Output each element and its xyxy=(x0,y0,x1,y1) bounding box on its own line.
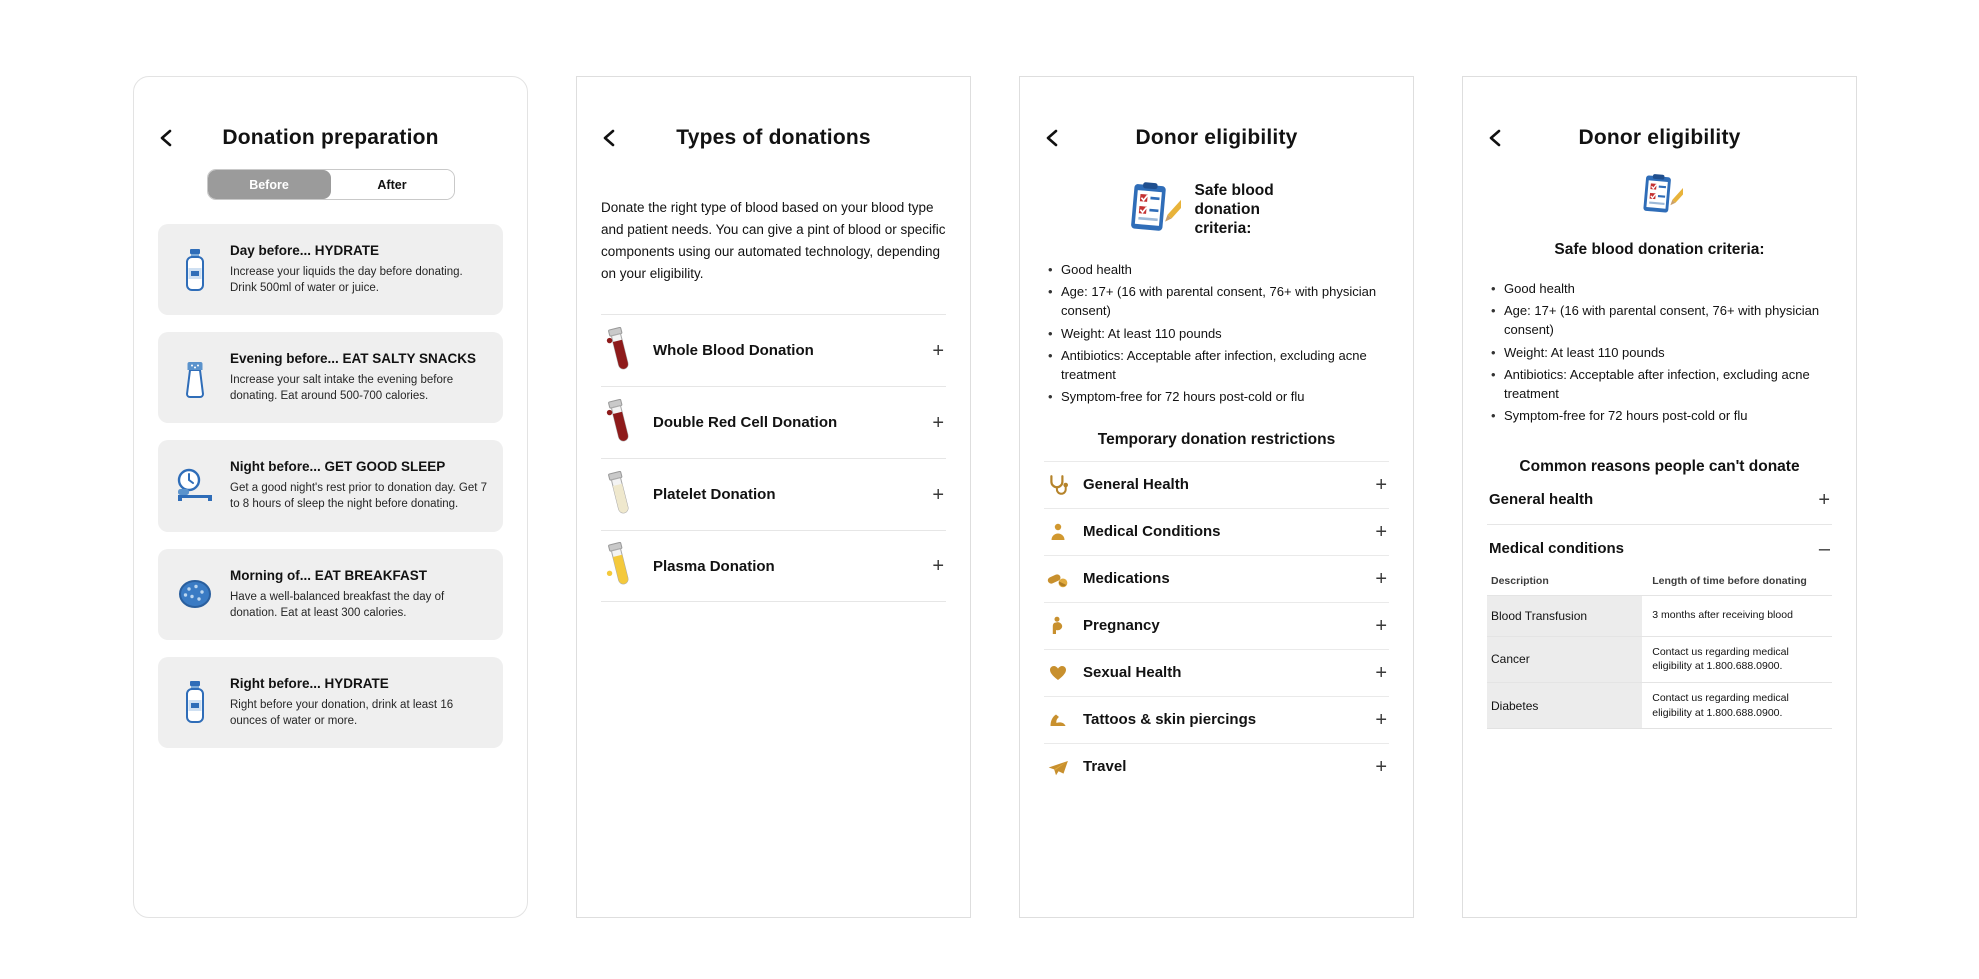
accordion-sexual-health[interactable] xyxy=(1044,649,1389,696)
accordion-label: Tattoos & skin piercings xyxy=(1083,711,1257,729)
card-title: Morning of... EAT BREAKFAST xyxy=(230,567,427,583)
list-item-whole-blood[interactable] xyxy=(601,314,946,386)
medical-conditions-table xyxy=(1487,573,1832,730)
expand-plus-button[interactable]: + xyxy=(932,483,944,506)
accordion-tattoos-piercings[interactable] xyxy=(1044,696,1389,743)
back-button[interactable] xyxy=(1483,125,1507,151)
alarm-clock-bed-icon xyxy=(172,466,218,506)
prep-card-list xyxy=(158,224,503,748)
heart-icon xyxy=(1046,661,1070,685)
card-description: Get a good night's rest prior to donation day. Get 7 to 8 hours of sleep the night before donating. xyxy=(230,482,488,511)
accordion-pregnancy[interactable] xyxy=(1044,602,1389,649)
criteria-heading: Safe blood donation criteria: xyxy=(1194,182,1274,237)
chevron-left-icon xyxy=(158,135,174,150)
criteria-item: • Good health xyxy=(1487,279,1832,298)
accordion-travel[interactable] xyxy=(1044,743,1389,790)
restrictions-heading: Temporary donation restrictions xyxy=(1097,430,1336,448)
criteria-item: • Antibiotics: Acceptable after infection, excluding acne treatment xyxy=(1487,365,1832,403)
stethoscope-icon xyxy=(1046,473,1070,497)
blood-test-tube-icon xyxy=(603,399,637,447)
expand-plus-button[interactable]: + xyxy=(1375,567,1387,590)
card-description: Right before your donation, drink at least 16 ounces of water or more. xyxy=(230,698,454,727)
tab-after[interactable]: After xyxy=(331,170,454,199)
column-header: Description xyxy=(1491,574,1549,587)
condition-name: Blood Transfusion xyxy=(1487,596,1642,636)
blood-test-tube-icon xyxy=(603,327,637,375)
expand-plus-button[interactable]: + xyxy=(1375,614,1387,637)
card-title: Night before... GET GOOD SLEEP xyxy=(230,459,446,475)
expand-plus-button[interactable]: + xyxy=(1818,488,1830,511)
tab-before[interactable]: Before xyxy=(208,170,331,199)
list-item-label: Plasma Donation xyxy=(653,557,775,575)
salt-shaker-icon xyxy=(172,356,218,400)
back-button[interactable] xyxy=(597,125,621,151)
list-item-label: Platelet Donation xyxy=(653,486,776,504)
condition-detail: 3 months after receiving blood xyxy=(1652,609,1793,622)
clipboard-block xyxy=(1487,173,1832,221)
prep-card-right-before xyxy=(158,657,503,748)
pregnant-person-icon xyxy=(1046,614,1070,638)
expand-plus-button[interactable]: + xyxy=(932,339,944,362)
criteria-heading: Safe blood donation criteria: xyxy=(1554,241,1765,258)
header xyxy=(1487,123,1832,153)
back-button[interactable] xyxy=(154,125,178,151)
card-description: Have a well-balanced breakfast the day of donation. Eat at least 300 calories. xyxy=(230,590,445,619)
criteria-list xyxy=(1044,260,1389,407)
accordion-label: Medical Conditions xyxy=(1083,523,1221,541)
medical-person-icon xyxy=(1046,520,1070,544)
criteria-item: • Age: 17+ (16 with parental consent, 76+ with physician consent) xyxy=(1044,282,1389,320)
expand-plus-button[interactable]: + xyxy=(932,411,944,434)
accordion-label: Travel xyxy=(1083,758,1127,776)
table-row xyxy=(1487,636,1832,682)
accordion-label: Pregnancy xyxy=(1083,617,1160,635)
platelet-test-tube-icon xyxy=(603,471,637,519)
collapse-minus-button[interactable]: – xyxy=(1818,537,1830,560)
donation-type-list xyxy=(601,314,946,602)
prep-card-night-before xyxy=(158,440,503,531)
chevron-left-icon xyxy=(1044,135,1060,150)
clipboard-checklist-icon xyxy=(1123,181,1181,240)
list-item-label: Double Red Cell Donation xyxy=(653,414,838,432)
back-button[interactable] xyxy=(1040,125,1064,151)
condition-detail: Contact us regarding medical eligibility at 1.800.688.0900. xyxy=(1652,645,1789,673)
list-item-label: Whole Blood Donation xyxy=(653,342,814,360)
plasma-test-tube-icon xyxy=(603,542,637,590)
accordion-general-health[interactable] xyxy=(1044,461,1389,508)
criteria-item: • Antibiotics: Acceptable after infection, excluding acne treatment xyxy=(1044,346,1389,384)
condition-name: Cancer xyxy=(1487,637,1642,682)
condition-name: Diabetes xyxy=(1487,683,1642,728)
accordion-medications[interactable] xyxy=(1044,555,1389,602)
criteria-item: • Weight: At least 110 pounds xyxy=(1044,324,1389,343)
list-item-double-red-cell[interactable] xyxy=(601,386,946,458)
criteria-item: • Age: 17+ (16 with parental consent, 76+ with physician consent) xyxy=(1487,301,1832,339)
accordion-medical-conditions-expanded[interactable] xyxy=(1487,524,1832,573)
list-item-plasma[interactable] xyxy=(601,530,946,602)
criteria-item: • Good health xyxy=(1044,260,1389,279)
table-row xyxy=(1487,595,1832,636)
header xyxy=(1044,123,1389,153)
criteria-block xyxy=(1044,181,1389,240)
accordion-label: Medical conditions xyxy=(1489,540,1625,558)
clipboard-checklist-icon xyxy=(1637,173,1683,221)
card-description: Increase your liquids the day before donating. Drink 500ml of water or juice. xyxy=(230,266,463,295)
screen-donation-preparation xyxy=(133,76,528,918)
water-bottle-icon xyxy=(172,680,218,724)
screen-donor-eligibility xyxy=(1019,76,1414,918)
prep-card-day-before xyxy=(158,224,503,315)
page-title: Donor eligibility xyxy=(1578,126,1741,149)
accordion-general-health[interactable] xyxy=(1487,476,1832,524)
table-row xyxy=(1487,682,1832,728)
breakfast-plate-icon xyxy=(172,574,218,614)
criteria-list xyxy=(1487,279,1832,426)
prep-card-morning-of xyxy=(158,549,503,640)
reasons-heading: Common reasons people can't donate xyxy=(1519,457,1800,475)
intro-text: Donate the right type of blood based on your blood type and patient needs. You can give a pint of blood or specific components using our automated technology, depending on your eligibility. xyxy=(601,200,946,281)
expand-plus-button[interactable]: + xyxy=(1375,473,1387,496)
before-after-toggle xyxy=(207,169,455,200)
condition-detail: Contact us regarding medical eligibility at 1.800.688.0900. xyxy=(1652,692,1789,719)
pills-icon xyxy=(1046,567,1070,591)
arm-icon xyxy=(1046,708,1070,732)
page-title: Types of donations xyxy=(676,126,871,149)
criteria-item: • Symptom-free for 72 hours post-cold or flu xyxy=(1044,387,1389,406)
header xyxy=(158,123,503,153)
column-header: Length of time before donating xyxy=(1652,574,1807,587)
expand-plus-button[interactable]: + xyxy=(1375,520,1387,543)
card-description: Increase your salt intake the evening before donating. Eat around 500-700 calories. xyxy=(230,374,454,403)
accordion-medical-conditions[interactable] xyxy=(1044,508,1389,555)
prep-card-evening-before xyxy=(158,332,503,423)
card-title: Day before... HYDRATE xyxy=(230,243,380,258)
airplane-icon xyxy=(1046,755,1070,779)
expand-plus-button[interactable]: + xyxy=(1375,661,1387,684)
page-title: Donor eligibility xyxy=(1135,126,1298,149)
screen-types-of-donations xyxy=(576,76,971,918)
expand-plus-button[interactable]: + xyxy=(1375,755,1387,778)
header xyxy=(601,123,946,153)
accordion-label: Sexual Health xyxy=(1083,664,1182,682)
screen-donor-eligibility-expanded xyxy=(1462,76,1857,918)
criteria-item: • Symptom-free for 72 hours post-cold or flu xyxy=(1487,406,1832,425)
expand-plus-button[interactable]: + xyxy=(932,555,944,578)
card-title: Evening before... EAT SALTY SNACKS xyxy=(230,351,477,367)
list-item-platelet[interactable] xyxy=(601,458,946,530)
chevron-left-icon xyxy=(1487,135,1503,150)
accordion-label: General health xyxy=(1489,491,1594,509)
expand-plus-button[interactable]: + xyxy=(1375,708,1387,731)
criteria-item: • Weight: At least 110 pounds xyxy=(1487,343,1832,362)
reasons-accordion xyxy=(1487,476,1832,730)
accordion-label: General Health xyxy=(1083,476,1189,494)
accordion-label: Medications xyxy=(1083,570,1170,588)
table-header-row xyxy=(1487,573,1832,595)
chevron-left-icon xyxy=(601,135,617,150)
card-title: Right before... HYDRATE xyxy=(230,675,389,691)
page-title: Donation preparation xyxy=(222,126,439,149)
water-bottle-icon xyxy=(172,248,218,292)
restrictions-accordion xyxy=(1044,461,1389,790)
